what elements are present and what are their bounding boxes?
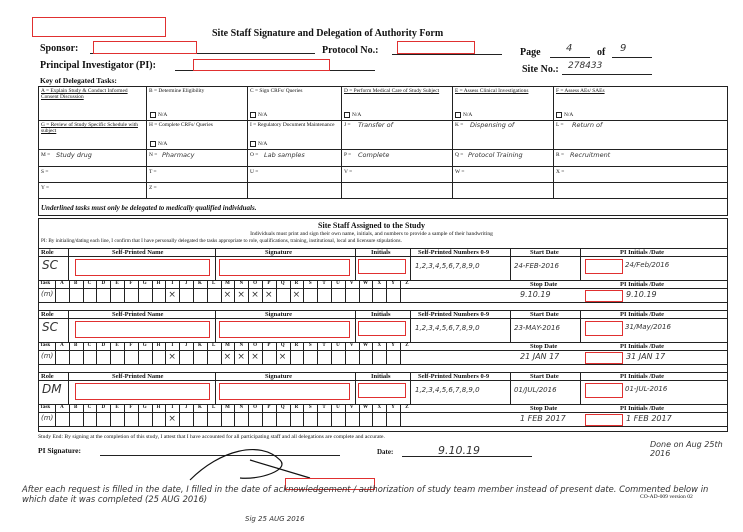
row-vline <box>355 372 356 404</box>
tasks-heading: Key of Delegated Tasks: <box>40 76 117 85</box>
task-letter: R <box>294 281 299 286</box>
of-line <box>612 57 652 58</box>
row-vline <box>410 248 411 280</box>
task-letter: M <box>225 343 230 348</box>
row-vline <box>68 310 69 342</box>
task-letter: X <box>377 405 382 410</box>
pi-header: PI Initials /Date <box>620 311 665 318</box>
role-header: Role <box>41 373 54 380</box>
name-redacted <box>75 259 210 276</box>
na-checkbox-c[interactable] <box>250 112 267 118</box>
task-x: X = <box>556 169 565 175</box>
row-vline <box>510 372 511 404</box>
task-k-hand: Dispensing of <box>470 121 515 129</box>
task-l: L = <box>556 122 564 128</box>
row-header-line <box>38 256 728 257</box>
start-header: Start Date <box>530 249 559 256</box>
na-label: N/A <box>258 141 268 148</box>
task-i: I = Regulatory Document Maintenance <box>250 122 335 128</box>
task-letter: J <box>184 343 188 348</box>
initials-redacted <box>358 383 406 398</box>
pi-header: PI Initials /Date <box>620 373 665 380</box>
task-f: F = Assess AEs/ SAEs <box>556 88 605 94</box>
task-letter: D <box>101 405 106 410</box>
task-r: R = <box>556 152 564 158</box>
task-t: T = <box>149 169 157 175</box>
numbers-value: 1,2,3,4,5,6,7,8,9,0 <box>415 324 480 332</box>
row-vline <box>510 310 511 342</box>
task-line <box>38 412 728 413</box>
task-q-hand: Protocol Training <box>468 151 523 159</box>
task-letter: T <box>322 281 326 286</box>
row-vline <box>215 372 216 404</box>
task-o-hand: Lab samples <box>264 151 305 159</box>
task-letter: S <box>308 405 312 410</box>
task-label: Task <box>40 343 51 348</box>
task-letter: A <box>60 281 64 286</box>
task-line <box>38 426 728 427</box>
pi-signature-label: PI Signature: <box>38 446 81 455</box>
task-letter: O <box>253 343 258 348</box>
task-letter: T <box>322 343 326 348</box>
task-x-mark[interactable]: × <box>168 414 176 424</box>
name-header: Self-Printed Name <box>112 249 164 256</box>
row-vline <box>355 248 356 280</box>
na-checkbox-i[interactable] <box>250 141 267 147</box>
task-letter: Y <box>391 405 395 410</box>
nums-header: Self-Printed Numbers 0-9 <box>418 249 490 256</box>
page-number: 4 <box>566 43 573 54</box>
task-letter: F <box>129 405 133 410</box>
pi-date-value: 31/May/2016 <box>625 323 671 331</box>
version-label: CO-AD-009 version 02 <box>640 494 693 500</box>
task-letter: V <box>349 343 354 348</box>
pi-header: PI Initials /Date <box>620 249 665 256</box>
staff-heading: Site Staff Assigned to the Study <box>318 221 425 230</box>
stop-header: Stop Date <box>530 405 558 412</box>
task-letter: G <box>142 405 147 410</box>
task-z: Z = <box>149 185 157 191</box>
row-header-line <box>38 318 728 319</box>
task-letter: T <box>322 405 326 410</box>
signature-cell-redacted <box>219 259 350 276</box>
task-letter: O <box>253 405 258 410</box>
task-x-mark[interactable]: × <box>223 290 232 300</box>
task-x-mark[interactable]: × <box>237 290 245 300</box>
task-y: Y = <box>41 185 50 191</box>
task-p: P = <box>344 152 352 158</box>
start-date-value: 24-FEB-2016 <box>514 262 559 270</box>
pi-header-2: PI Initials /Date <box>620 281 665 288</box>
task-letter: Y <box>391 281 395 286</box>
row-vline <box>215 310 216 342</box>
task-line <box>38 350 728 351</box>
start-date-value: 23-MAY-2016 <box>514 324 560 332</box>
task-letter: R <box>294 343 299 348</box>
start-header: Start Date <box>530 311 559 318</box>
task-mark: (m) <box>41 414 54 422</box>
task-letter: F <box>129 281 133 286</box>
pi-initials-redacted-2 <box>585 352 623 364</box>
checkbox-icon[interactable] <box>150 141 156 147</box>
task-letter: C <box>87 281 92 286</box>
date-label: Date: <box>377 448 394 456</box>
na-checkbox-d[interactable] <box>344 112 361 118</box>
stop-date-value: 21 JAN 17 <box>520 352 560 361</box>
task-letter: N <box>239 405 244 410</box>
na-checkbox-f[interactable] <box>556 112 573 118</box>
checkbox-icon[interactable] <box>556 112 562 118</box>
task-letter: A <box>60 405 64 410</box>
task-mark: (m) <box>41 290 54 298</box>
task-p-hand: Complete <box>358 151 390 159</box>
pi-initials-redacted-2 <box>585 414 623 426</box>
task-letter: Q <box>280 405 285 410</box>
checkbox-icon[interactable] <box>250 112 256 118</box>
pi-initials-redacted <box>585 321 623 336</box>
signature-cell-redacted <box>219 383 350 400</box>
pi-stop-date-value: 31 JAN 17 <box>626 352 666 361</box>
role-value: SC <box>42 258 58 272</box>
task-d: D = Perform Medical Care of Study Subject <box>344 88 440 94</box>
task-letter: S <box>308 343 312 348</box>
checkbox-icon[interactable] <box>150 112 156 118</box>
row-vline <box>68 248 69 280</box>
task-line <box>38 288 728 289</box>
task-letter: K <box>197 343 202 348</box>
task-letter: E <box>115 281 119 286</box>
task-x-mark[interactable]: × <box>292 290 301 300</box>
task-letter: I <box>171 281 174 286</box>
task-label: Task <box>40 405 51 410</box>
study-end-text: Study End: By signing at the completion of this study, I attest that I have accounted for all participating staff and all delegations are complete and accurate. <box>38 434 385 440</box>
task-letter: H <box>156 343 161 348</box>
checkbox-icon[interactable] <box>455 112 461 118</box>
pi-initials-redacted <box>585 383 623 398</box>
sig-header: Signature <box>265 373 292 380</box>
task-c: C = Sign CRFs/ Queries <box>250 88 303 94</box>
row-vline <box>510 248 511 280</box>
task-letter: J <box>184 405 188 410</box>
protocol-label: Protocol No.: <box>322 45 379 56</box>
name-header: Self-Printed Name <box>112 311 164 318</box>
staff-pi-note: PI: By initialing/dating each line, I confirm that I have personally delegated the tasks appropriate to role, qualifications, training, institutional, local and licensure stipulations. <box>41 238 402 244</box>
signature-cell-redacted <box>219 321 350 338</box>
task-e: E = Assess Clinical Investigations <box>455 88 529 94</box>
sponsor-redacted <box>93 41 197 54</box>
task-x-mark[interactable]: × <box>237 352 245 362</box>
task-x-mark[interactable]: × <box>265 290 273 300</box>
pi-date-value: 24/Feb/2016 <box>625 261 670 269</box>
na-label: N/A <box>158 141 168 148</box>
site-number: 278433 <box>568 61 603 71</box>
task-x-mark[interactable]: × <box>168 290 176 300</box>
task-letter: Z <box>405 343 409 348</box>
task-letter: B <box>74 405 78 410</box>
task-letter: B <box>74 343 78 348</box>
stop-date-value: 9.10.19 <box>520 290 551 299</box>
task-letter: P <box>267 405 271 410</box>
pi-header-2: PI Initials /Date <box>620 405 665 412</box>
checkbox-icon[interactable] <box>344 112 350 118</box>
task-letter: G <box>142 343 147 348</box>
task-u: U = <box>250 169 259 175</box>
task-s: S = <box>41 169 49 175</box>
task-letter: Y <box>391 343 395 348</box>
task-letter: B <box>74 281 78 286</box>
page-label: Page <box>520 47 541 58</box>
task-x-mark[interactable]: × <box>278 352 287 362</box>
row-vline <box>68 372 69 404</box>
task-v: V = <box>344 169 353 175</box>
task-letter: Q <box>280 343 285 348</box>
tasks-vline-1 <box>146 86 147 198</box>
nums-header: Self-Printed Numbers 0-9 <box>418 311 490 318</box>
tasks-hline-2 <box>38 149 728 150</box>
pi-initials-redacted-2 <box>585 290 623 302</box>
start-header: Start Date <box>530 373 559 380</box>
pi-label: Principal Investigator (PI): <box>40 60 156 71</box>
pi-date-value: 01-JUL-2016 <box>625 385 668 393</box>
task-letter: I <box>171 405 174 410</box>
sig-header: Signature <box>265 311 292 318</box>
task-l-hand: Return of <box>572 121 603 129</box>
task-a: A = Explain Study & Conduct Informed Consent Discussion <box>41 88 128 100</box>
task-letter: U <box>336 405 340 410</box>
pi-stop-date-value: 1 FEB 2017 <box>626 414 672 423</box>
na-checkbox-b[interactable] <box>150 112 167 118</box>
row-vline <box>215 248 216 280</box>
row-vline <box>580 310 581 342</box>
name-redacted <box>75 383 210 400</box>
task-letter: V <box>349 405 354 410</box>
task-letter: H <box>156 405 161 410</box>
task-q: Q = <box>455 152 464 158</box>
name-redacted <box>75 321 210 338</box>
task-letter: J <box>184 281 188 286</box>
task-o: O = <box>250 152 259 158</box>
start-date-value: 01/JUL/2016 <box>514 386 557 394</box>
role-header: Role <box>41 311 54 318</box>
tasks-hline-3 <box>38 166 728 167</box>
row-vline <box>355 310 356 342</box>
na-label: N/A <box>352 112 362 119</box>
task-j: J = <box>344 122 351 128</box>
date-value: 9.10.19 <box>438 444 480 457</box>
role-value: DM <box>42 382 62 396</box>
role-header: Role <box>41 249 54 256</box>
row-vline <box>410 372 411 404</box>
task-letter: Z <box>405 281 409 286</box>
role-value: SC <box>42 320 58 334</box>
task-letter: Z <box>405 405 409 410</box>
tasks-hline-4 <box>38 182 728 183</box>
stop-date-value: 1 FEB 2017 <box>520 414 566 423</box>
task-x-mark[interactable]: × <box>251 352 259 362</box>
task-h: H = Complete CRFs/ Queries <box>149 122 213 128</box>
na-label: N/A <box>463 112 473 119</box>
task-x-mark[interactable]: × <box>223 352 232 362</box>
na-label: N/A <box>564 112 574 119</box>
numbers-value: 1,2,3,4,5,6,7,8,9,0 <box>415 386 480 394</box>
row-vline <box>410 310 411 342</box>
task-letter: X <box>377 343 382 348</box>
task-line <box>38 364 728 365</box>
task-b: B = Determine Eligibility <box>149 88 205 94</box>
na-label: N/A <box>158 112 168 119</box>
task-letter: W <box>362 405 368 410</box>
task-m-hand: Study drug <box>56 151 92 159</box>
of-label: of <box>597 47 606 58</box>
task-letter: V <box>349 281 354 286</box>
task-j-hand: Transfer of <box>358 121 393 129</box>
task-letter: N <box>239 281 244 286</box>
task-letter: P <box>267 281 271 286</box>
task-letter: H <box>156 281 161 286</box>
task-letter: U <box>336 281 340 286</box>
side-note: Done on Aug 25th 2016 <box>650 440 723 458</box>
row-vline <box>580 248 581 280</box>
task-letter: L <box>212 281 216 286</box>
pi-header-2: PI Initials /Date <box>620 343 665 350</box>
task-letter: Q <box>280 281 285 286</box>
task-letter: M <box>225 281 230 286</box>
task-letter: G <box>142 281 147 286</box>
task-letter: O <box>253 281 258 286</box>
task-label: Task <box>40 281 51 286</box>
task-letter: A <box>60 343 64 348</box>
task-letter: F <box>129 343 133 348</box>
page-total: 9 <box>620 43 627 54</box>
task-letter: D <box>101 343 106 348</box>
tasks-vline-4 <box>452 86 453 198</box>
row-vline <box>580 372 581 404</box>
sponsor-label: Sponsor: <box>40 43 79 54</box>
redacted-logo <box>32 17 166 37</box>
stop-header: Stop Date <box>530 343 558 350</box>
task-letter: M <box>225 405 230 410</box>
init-header: Initials <box>371 311 391 318</box>
task-g: G = Review of Study Specific Schedule with subject <box>41 122 138 134</box>
na-label: N/A <box>258 112 268 119</box>
stop-header: Stop Date <box>530 281 558 288</box>
task-n-hand: Pharmacy <box>162 151 195 159</box>
pi-stop-date-value: 9.10.19 <box>626 290 657 299</box>
task-k: K = <box>455 122 464 128</box>
site-label: Site No.: <box>522 64 559 75</box>
tasks-hline-5 <box>38 198 728 199</box>
row-header-line <box>38 380 728 381</box>
task-letter: X <box>377 281 382 286</box>
task-letter: P <box>267 343 271 348</box>
margin-note: After each request is filled in the date, I filled in the date of acknowledgement / authorization of study team member instead of present date. Commented below in which date it was completed (25 AUG 2016) <box>22 484 709 504</box>
task-line <box>38 302 728 303</box>
task-letter: K <box>197 281 202 286</box>
init-header: Initials <box>371 249 391 256</box>
na-checkbox-h[interactable] <box>150 141 167 147</box>
task-x-mark[interactable]: × <box>168 352 176 362</box>
site-line <box>562 74 652 75</box>
task-letter: I <box>171 343 174 348</box>
init-header: Initials <box>371 373 391 380</box>
task-m: M = <box>41 152 51 158</box>
task-letter: U <box>336 343 340 348</box>
task-letter: L <box>212 405 216 410</box>
task-letter: D <box>101 281 106 286</box>
pi-redacted <box>193 59 330 71</box>
name-header: Self-Printed Name <box>112 373 164 380</box>
task-w: W = <box>455 169 465 175</box>
tasks-note: Underlined tasks must only be delegated to medically qualified individuals. <box>41 204 257 212</box>
na-checkbox-e[interactable] <box>455 112 472 118</box>
nums-header: Self-Printed Numbers 0-9 <box>418 373 490 380</box>
task-mark: (m) <box>41 352 54 360</box>
task-x-mark[interactable]: × <box>251 290 259 300</box>
task-n: N = <box>149 152 158 158</box>
checkbox-icon[interactable] <box>250 141 256 147</box>
task-letter: C <box>87 343 92 348</box>
task-letter: W <box>362 343 368 348</box>
pi-initials-redacted <box>585 259 623 274</box>
protocol-redacted <box>397 41 475 54</box>
sig-header: Signature <box>265 249 292 256</box>
task-letter: N <box>239 343 244 348</box>
initials-redacted <box>358 321 406 336</box>
tasks-vline-5 <box>553 86 554 198</box>
task-r-hand: Recruitment <box>570 151 611 159</box>
page-line <box>550 57 590 58</box>
task-letter: R <box>294 405 299 410</box>
task-letter: K <box>197 405 202 410</box>
tasks-vline-3 <box>341 86 342 198</box>
numbers-value: 1,2,3,4,5,6,7,8,9,0 <box>415 262 480 270</box>
task-letter: S <box>308 281 312 286</box>
task-letter: C <box>87 405 92 410</box>
form-title: Site Staff Signature and Delegation of Authority Form <box>212 28 444 39</box>
staff-sub: Individuals must print and sign their own name, initials, and numbers to provide a sample of their handwriting <box>250 231 493 237</box>
task-letter: W <box>362 281 368 286</box>
protocol-line <box>392 54 502 55</box>
task-letter: L <box>212 343 216 348</box>
initials-redacted <box>358 259 406 274</box>
margin-signature: Sig 25 AUG 2016 <box>245 515 305 523</box>
task-letter: E <box>115 405 119 410</box>
task-letter: E <box>115 343 119 348</box>
tasks-vline-2 <box>247 86 248 198</box>
